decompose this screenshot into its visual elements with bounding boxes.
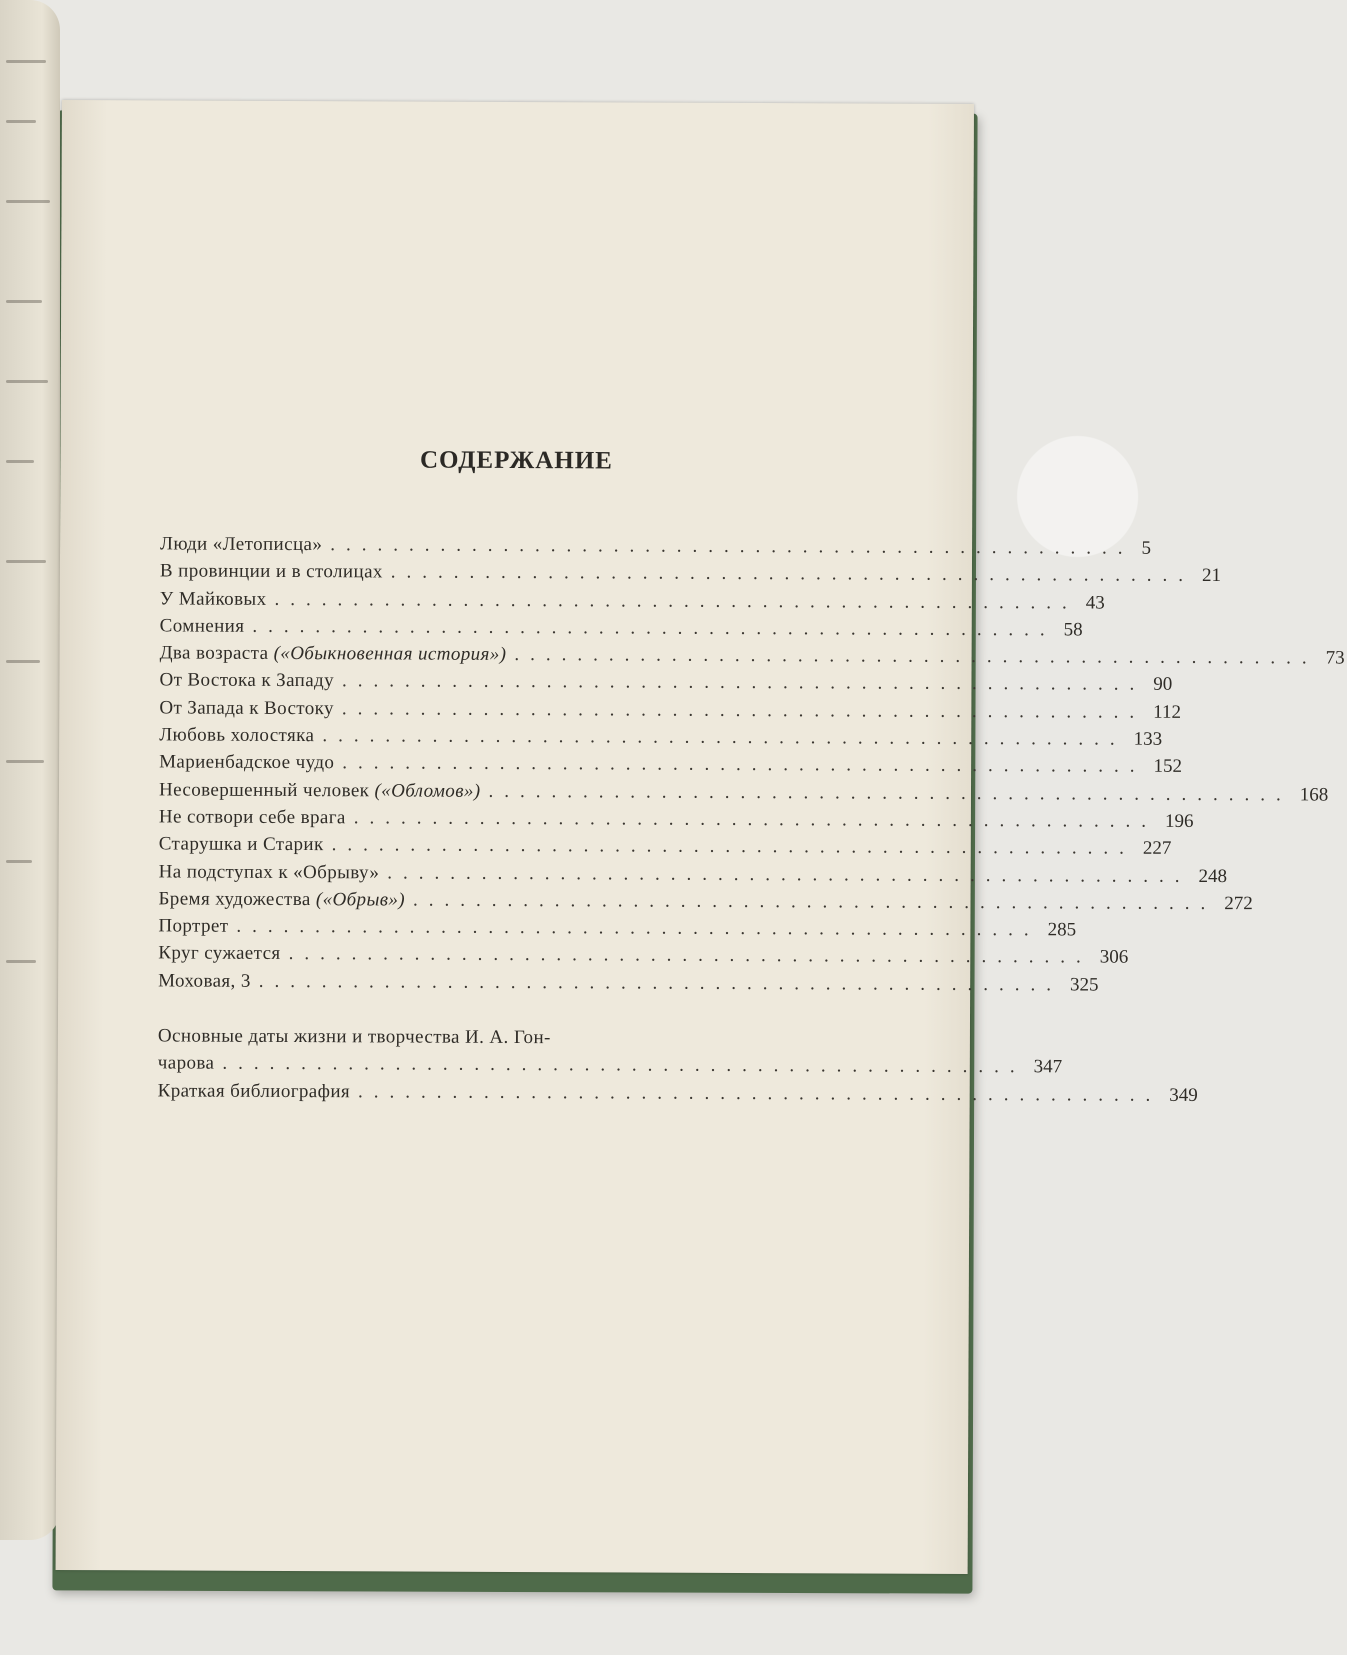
dot-leader: ................................................... <box>390 561 1195 587</box>
toc-entry-line: чарова <box>157 1052 215 1075</box>
toc-entry: Несовершенный человек («Обломов») ................................................... 168 <box>159 776 799 806</box>
toc-appendix-entry <box>157 1077 1198 1107</box>
dot-leader: ................................................... <box>274 588 1078 614</box>
dot-leader: ................................................... <box>342 752 1146 778</box>
page-number: 21 <box>1202 565 1222 587</box>
previous-page-edge <box>0 0 60 1540</box>
dot-leader: ................................................... <box>341 698 1146 723</box>
page-number: 43 <box>1085 592 1105 614</box>
page-number: 152 <box>1153 756 1183 778</box>
page-number: 73 <box>1325 647 1345 669</box>
dot-leader: ................................................... <box>358 1080 1162 1106</box>
dot-leader: ................................................... <box>252 615 1056 641</box>
page-number: 349 <box>1169 1084 1198 1106</box>
dot-leader: ................................................... <box>330 534 1134 559</box>
page-number: 325 <box>1069 974 1099 996</box>
page-number: 347 <box>1033 1056 1063 1078</box>
toc-entry-line: Основные даты жизни и творчества И. А. Гон- <box>157 1025 551 1049</box>
page-title: СОДЕРЖАНИЕ <box>419 446 613 475</box>
dot-leader: ................................................... <box>488 780 1292 806</box>
book-page <box>56 100 1345 1574</box>
dot-leader: ................................................... <box>353 807 1158 832</box>
toc-entry: Не сотвори себе врага ................................................... 196 <box>159 803 799 833</box>
toc-entry: В провинции и в столицах ................................................... 21 <box>160 558 800 588</box>
dot-leader: ................................................... <box>514 644 1318 669</box>
page-number: 248 <box>1198 865 1228 887</box>
toc-entry: У Майковых ................................................... 43 <box>160 585 800 615</box>
toc-entry: От Запада к Востоку ................................................... 112 <box>159 694 799 724</box>
toc-entry: Люди «Летописца» ................................................... 5 <box>160 530 800 560</box>
page-number: 168 <box>1299 784 1329 806</box>
page-number: 306 <box>1099 946 1129 969</box>
dot-leader: ................................................... <box>236 915 1040 941</box>
dot-leader: ................................................... <box>222 1053 1026 1078</box>
dot-leader: ................................................... <box>387 861 1191 887</box>
toc-entry: Два возраста («Обыкновенная история») ................................................... 73 <box>160 640 800 670</box>
page-number: 272 <box>1224 892 1253 915</box>
toc-entry-line: Краткая библиография <box>157 1080 351 1102</box>
dot-leader: ................................................... <box>412 889 1217 914</box>
toc-entry: Круг сужается ................................................... 306 <box>158 940 798 970</box>
toc-entry: Моховая, 3 ................................................... 325 <box>158 967 798 997</box>
page-number: 227 <box>1142 837 1172 860</box>
dot-leader: ................................................... <box>288 943 1092 968</box>
dot-leader: ................................................... <box>342 670 1146 696</box>
toc-entry: Старушка и Старик ................................................... 227 <box>159 831 799 861</box>
toc-entry: Бремя художества («Обрыв») ................................................... 272 <box>158 885 798 915</box>
page-number: 58 <box>1063 619 1083 641</box>
toc-appendix-entry <box>157 1022 1063 1079</box>
page-number: 90 <box>1153 674 1173 696</box>
toc-entry: Портрет ................................................... 285 <box>158 913 798 943</box>
toc-entry: Мариенбадское чудо ................................................... 152 <box>159 749 799 779</box>
toc-entry: На подступах к «Обрыву» ................................................... 248 <box>159 858 799 888</box>
toc-entry: От Востока к Западу ................................................... 90 <box>159 667 799 697</box>
page-number: 196 <box>1164 810 1194 832</box>
dot-leader: ................................................... <box>331 834 1135 859</box>
page-number: 133 <box>1133 728 1163 750</box>
toc-entry: Сомнения ................................................... 58 <box>160 612 800 642</box>
table-of-contents <box>157 530 1345 1107</box>
page-number: 112 <box>1153 701 1182 723</box>
page-number: 285 <box>1047 919 1077 941</box>
page-number: 5 <box>1141 537 1152 559</box>
dot-leader: ................................................... <box>258 970 1063 996</box>
toc-entry: Любовь холостяка ................................................... 133 <box>159 722 799 752</box>
dot-leader: ................................................... <box>322 725 1126 750</box>
